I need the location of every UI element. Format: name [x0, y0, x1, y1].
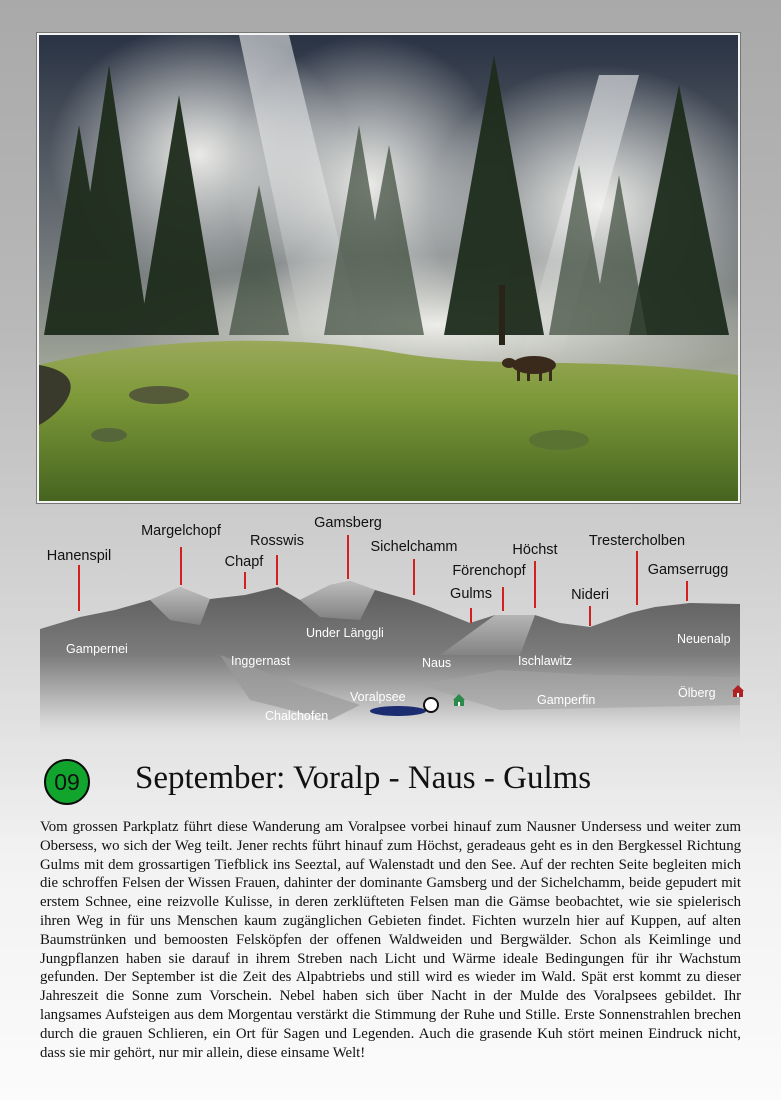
peak-label-rosswis: Rosswis	[250, 533, 304, 549]
tour-number-badge	[44, 759, 90, 805]
peak-label-nideri: Nideri	[571, 587, 609, 603]
peak-label-gamserrugg: Gamserrugg	[647, 562, 729, 578]
place-label-ischlawitz: Ischlawitz	[518, 654, 573, 668]
peak-label-gamsberg: Gamsberg	[314, 515, 382, 531]
peak-label-sichelchamm: Sichelchamm	[370, 539, 458, 555]
place-label-inggernast: Inggernast	[231, 654, 291, 668]
forest-mist-illustration	[39, 35, 738, 501]
peak-label-gulms: Gulms	[450, 586, 492, 602]
peak-label-trestercholben: Trestercholben	[588, 533, 686, 549]
peak-label-foerenchopf: Förenchopf	[452, 563, 526, 579]
tour-description: Vom grossen Parkplatz führt diese Wanderung am Voralpsee vorbei hinauf zum Nausner Undersess und weiter zum Obersess, wo sich der Weg teilt. Jener rechts führt hinauf zum Höchst, geradeaus geht es in den Bergkessel Richtung Gulms mit dem grossartigen Tiefblick ins Seeztal, auf Walenstadt und den See. Auf der rechten Seite begleiten mich die schroffen Felsen der Wissen Frauen, dahinter der dominante Gamsberg und der Sichelchamm, beide gepudert mit erstem Schnee, eine reizvolle Kulisse, in deren zerklüfteten Felsen man die Gämse beobachtet, wie sie spielerisch ihren Weg in für uns Menschen kaum zugänglichen Gebieten findet. Fichten wurzeln hier auf Kuppen, auf alten Baumstrünken und bemoosten Felsköpfen der offenen Waldweiden und Bergwälder. Schon als Keimlinge und Jungpflanzen haben sie darauf in ihrem Streben nach Licht und Wärme ideale Bedingungen für ihr Wachstum gefunden. Der September ist die Zeit des Alpabtriebs und still wird es wieder im Wald. Spät erst kommt zu dieser Jahreszeit die Sonne zum Vorschein. Nebel haben sich über Nacht in der Mulde des Voralpsees gebildet. Ihr langsames Aufsteigen aus dem Morgentau verstärkt die Stimmung der Ruhe und Stille. Erste Sonnenstrahlen brechen durch die grauen Schlieren, ein Ort für Sagen und Legenden. Auch die grasende Kuh stört meinen Eindruck nicht, dass sie mir gehört, nur mir allein, diese einsame Welt!	[40, 819, 741, 1061]
place-label-chalchofen: Chalchofen	[265, 709, 329, 723]
place-label-naus: Naus	[422, 656, 452, 670]
place-label-oelberg: Ölberg	[678, 686, 716, 700]
place-label-under-laenggli: Under Länggli	[306, 626, 384, 640]
place-label-voralpsee: Voralpsee	[350, 690, 406, 704]
tour-number: 09	[54, 768, 80, 795]
start-point-marker	[424, 698, 438, 712]
place-label-neuenalp: Neuenalp	[677, 632, 731, 646]
peak-label-hanenspil: Hanenspil	[46, 548, 112, 564]
peak-label-hoechst: Höchst	[512, 542, 558, 558]
peak-label-chapf: Chapf	[224, 554, 264, 570]
peak-label-margelchopf: Margelchopf	[141, 523, 221, 539]
page-title: September: Voralp - Naus - Gulms	[135, 760, 592, 796]
place-label-gampernei: Gampernei	[66, 642, 128, 656]
lake-voralpsee	[370, 706, 426, 716]
mountain-panorama	[0, 505, 781, 760]
landscape-photo	[37, 33, 740, 503]
relief-terrain	[40, 581, 740, 745]
place-label-gamperfin: Gamperfin	[537, 693, 596, 707]
